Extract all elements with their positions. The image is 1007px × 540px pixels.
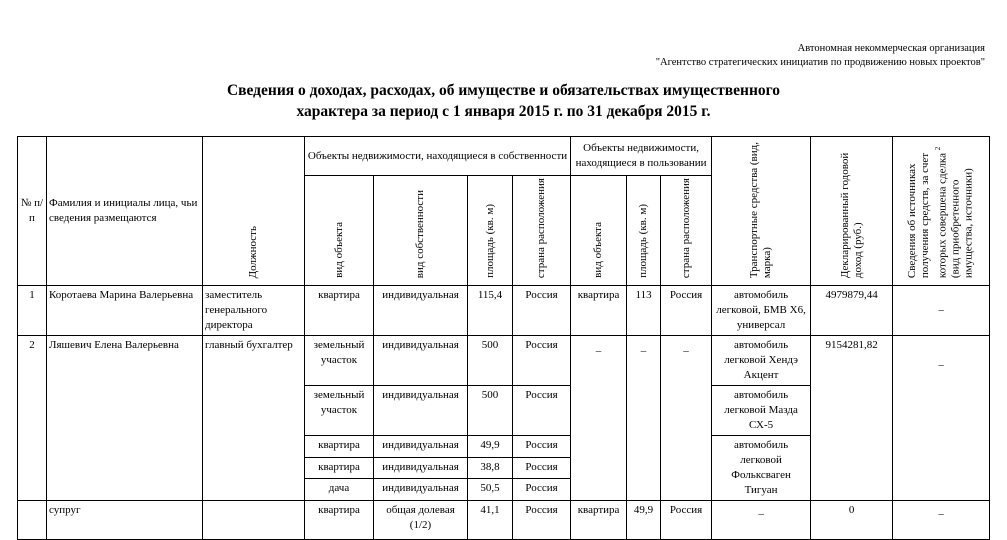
cell-transport: автомобиль легковой Мазда СХ-5 [712, 386, 811, 436]
cell-sources: – [893, 336, 990, 501]
cell-num: 2 [18, 336, 47, 501]
table-row [18, 501, 990, 540]
declaration-table [17, 136, 990, 540]
cell-transport: – [712, 501, 811, 540]
header-position: Должность [203, 137, 305, 286]
cell-income: 9154281,82 [811, 336, 893, 501]
table-row [18, 286, 990, 336]
cell-position: заместитель генерального директора [203, 286, 305, 336]
header-country: страна расположения [513, 176, 571, 286]
cell-used-area: 113 [627, 286, 661, 336]
cell-object-type: земельный участок [305, 386, 374, 436]
header-owned-group: Объекты недвижимости, находящиеся в собственности [305, 137, 571, 176]
header-transport: Транспортные средства (вид, марка) [712, 137, 811, 286]
cell-used-area: – [627, 336, 661, 501]
cell-object-type: земельный участок [305, 336, 374, 386]
header-used-object-type: вид объекта [571, 176, 627, 286]
cell-name: Коротаева Марина Валерьевна [47, 286, 203, 336]
cell-transport: автомобиль легковой Хендэ Акцент [712, 336, 811, 386]
cell-used-area: 49,9 [627, 501, 661, 540]
header-sources: Сведения об источниках получения средств, за счет которых совершена сделка $^2$ (вид приобретенного имущества, источники) [893, 137, 990, 286]
cell-country: Россия [513, 479, 571, 501]
page-title-line-2: характера за период с 1 января 2015 г. по 31 декабря 2015 г. [296, 103, 711, 120]
cell-sources: – [893, 501, 990, 540]
cell-object-type: квартира [305, 286, 374, 336]
header-used-group: Объекты недвижимости, находящиеся в пользовании [571, 137, 712, 176]
table-row [18, 336, 990, 386]
cell-area: 115,4 [468, 286, 513, 336]
cell-ownership-type: общая долевая (1/2) [374, 501, 468, 540]
header-object-type: вид объекта [305, 176, 374, 286]
header-income: Декларированный годовой доход (руб.) [811, 137, 893, 286]
cell-country: Россия [513, 336, 571, 386]
cell-used-country: Россия [661, 286, 712, 336]
cell-ownership-type: индивидуальная [374, 457, 468, 479]
cell-transport: автомобиль легковой, БМВ Х6, универсал [712, 286, 811, 336]
cell-object-type: квартира [305, 436, 374, 458]
header-name: Фамилия и инициалы лица, чьи сведения размещаются [47, 137, 203, 286]
page-title-line-1: Сведения о доходах, расходах, об имуществе и обязательствах имущественного [226, 82, 781, 99]
cell-position [203, 501, 305, 540]
cell-country: Россия [513, 501, 571, 540]
cell-used-object-type: квартира [571, 286, 627, 336]
cell-used-object-type: квартира [571, 501, 627, 540]
cell-used-country: – [661, 336, 712, 501]
header-ownership-type: вид собственности [374, 176, 468, 286]
header-used-country: страна расположения [661, 176, 712, 286]
cell-used-country: Россия [661, 501, 712, 540]
cell-country: Россия [513, 457, 571, 479]
organization-header [656, 42, 985, 70]
cell-area: 500 [468, 336, 513, 386]
cell-country: Россия [513, 386, 571, 436]
cell-object-type: квартира [305, 457, 374, 479]
cell-country: Россия [513, 286, 571, 336]
cell-num: 1 [18, 286, 47, 336]
cell-transport: автомобиль легковой Фольксваген Тигуан [712, 436, 811, 501]
cell-area: 41,1 [468, 501, 513, 540]
cell-num [18, 501, 47, 540]
organization-line-1: Автономная некоммерческая организация [797, 43, 985, 54]
cell-name: супруг [47, 501, 203, 540]
cell-area: 50,5 [468, 479, 513, 501]
cell-area: 38,8 [468, 457, 513, 479]
cell-ownership-type: индивидуальная [374, 479, 468, 501]
cell-position: главный бухгалтер [203, 336, 305, 501]
cell-ownership-type: индивидуальная [374, 436, 468, 458]
cell-income: 4979879,44 [811, 286, 893, 336]
cell-ownership-type: индивидуальная [374, 386, 468, 436]
cell-name: Ляшевич Елена Валерьевна [47, 336, 203, 501]
organization-line-2: "Агентство стратегических инициатив по продвижению новых проектов" [655, 57, 985, 68]
cell-income: 0 [811, 501, 893, 540]
header-num: № п/п [18, 137, 47, 286]
cell-country: Россия [513, 436, 571, 458]
header-area: площадь (кв. м) [468, 176, 513, 286]
cell-area: 500 [468, 386, 513, 436]
cell-used-object-type: – [571, 336, 627, 501]
cell-sources: – [893, 286, 990, 336]
page-title [0, 80, 1007, 122]
header-used-area: площадь (кв. м) [627, 176, 661, 286]
cell-area: 49,9 [468, 436, 513, 458]
cell-ownership-type: индивидуальная [374, 286, 468, 336]
cell-object-type: квартира [305, 501, 374, 540]
cell-object-type: дача [305, 479, 374, 501]
cell-ownership-type: индивидуальная [374, 336, 468, 386]
